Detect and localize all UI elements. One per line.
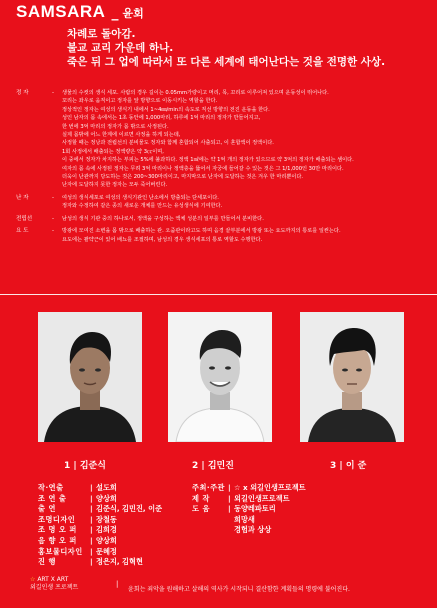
credit-role: 작·연출 <box>38 483 64 492</box>
intro-line: 불교 교리 가운데 하나. <box>67 42 174 54</box>
definition-line: 방광에 모여진 소변을 몸 밖으로 배출하는 관. 오줌관이라고도 하며 음경 끝부분에서 방광 또는 요도까지의 통로를 일컫는다. <box>62 228 341 235</box>
definition-body <box>62 227 426 244</box>
definition-ovum <box>16 194 426 211</box>
footer-brand-en: ART X ART <box>37 576 69 583</box>
credit-separator: | <box>90 514 93 524</box>
credit-row <box>38 483 162 494</box>
definition-separator: - <box>52 194 55 201</box>
cast-name: 김민진 <box>207 461 234 471</box>
star-icon: ☆ <box>30 576 36 583</box>
definition-urethra <box>16 227 426 244</box>
credit-role: 제 작 <box>192 493 210 503</box>
credit-row <box>38 525 162 536</box>
definition-line: 한 번에 3억 마리의 정자가 몸 밖으로 사정된다. <box>62 123 169 130</box>
definition-term: 난 자 <box>16 194 29 201</box>
credit-role: 주최·주관 <box>192 483 226 492</box>
credit-row <box>192 504 306 515</box>
definition-term: 정 자 <box>16 90 29 96</box>
portrait-image <box>38 312 142 442</box>
credit-role: 음 향 오 퍼 <box>38 535 77 545</box>
credit-row <box>192 483 306 494</box>
credit-name: 외길인생프로젝트 <box>234 493 290 503</box>
credits-left <box>38 483 162 568</box>
cast-number: 2 <box>192 461 199 471</box>
credit-role <box>192 515 228 526</box>
cast-number: 3 <box>330 461 337 471</box>
footer-logo <box>30 576 78 592</box>
credit-name: 장철동 <box>96 514 117 524</box>
credit-row <box>38 536 162 547</box>
credit-name: 정은지, 김혁현 <box>96 557 143 567</box>
credit-separator: | <box>90 525 93 535</box>
definition-line: 정상적인 정자는 여성의 생식기 내에서 1~4㎜/min의 속도로 직선 방향의 전진 운동을 한다. <box>62 106 270 113</box>
credit-separator: | <box>228 504 231 514</box>
footer-separator: | <box>116 580 119 588</box>
definition-line: 사정할 때는 정낭과 전립선의 분비물도 정자와 함께 혼합되어 사출되고, 이 혼합액이 정액이다. <box>62 140 274 147</box>
credit-role: 조 명 오 퍼 <box>38 525 77 535</box>
credit-row <box>192 515 306 526</box>
definition-line: 실제 몸밖에 어느 한계에 이르면 사정을 하게 되는데, <box>62 132 181 139</box>
credit-name: 김희경 <box>96 525 117 535</box>
title-dash: _ <box>111 5 119 21</box>
credit-separator: | <box>90 493 93 503</box>
credit-row <box>38 494 162 505</box>
title-korean: 윤회 <box>122 7 144 20</box>
credit-row <box>38 547 162 558</box>
definition-line: 생물의 수컷의 생식 세포. 사람의 경우 길이는 0.05mm가량이고 머리, 목, 꼬리로 이루어져 있으며 운동성이 뛰어나다. <box>62 90 329 96</box>
definition-body <box>62 89 426 190</box>
cast-photo-3 <box>300 312 404 442</box>
credit-separator: | <box>228 493 231 503</box>
credit-role: 출 연 <box>38 504 56 514</box>
definition-separator: - <box>52 215 55 222</box>
credit-role: 홍보물디자인 <box>38 546 83 556</box>
intro-line: 차례로 돌아감. <box>67 28 136 40</box>
cast-separator: | <box>201 461 205 471</box>
definition-sperm <box>16 89 426 190</box>
definition-prostate <box>16 215 426 223</box>
poster-title: SAMSARA <box>16 2 106 21</box>
definition-line: 이 중에서 정자가 차지하는 부피는 5%에 불과하다. 정액 1㎖에는 약 1억 개의 정자가 있으므로 약 3억의 정자가 배출되는 셈이다. <box>62 157 354 164</box>
definition-line: 요도에는 괄약근이 있어 배뇨를 조절하며, 남성의 경우 생식세포의 통로 역할도 수행한다. <box>62 236 263 243</box>
credit-row <box>38 515 162 526</box>
credit-role: 조명디자인 <box>38 514 76 524</box>
intro-text <box>67 27 427 69</box>
portrait-image <box>300 312 404 442</box>
footer-brand-ko: 외길인생 프로젝트 <box>30 584 79 591</box>
definition-body <box>62 215 426 223</box>
credit-row <box>38 504 162 515</box>
cast-separator: | <box>339 461 343 471</box>
credit-role: 조 연 출 <box>38 493 67 503</box>
definition-line: 남성의 생식 기관 중의 하나로서, 정액을 구성하는 액체 성분의 일부를 만들어서 분비한다. <box>62 215 264 222</box>
credit-separator: | <box>90 557 93 567</box>
credit-name: 설도희 <box>96 483 117 492</box>
cast-label-1 <box>64 458 106 471</box>
cast-label-2 <box>192 458 234 471</box>
credit-row <box>38 557 162 568</box>
definition-line: 정자와 수정하여 같은 종의 새로운 개체를 만드는 유성생식에 기여한다. <box>62 203 223 210</box>
credit-separator: | <box>90 504 93 514</box>
definition-term: 요 도 <box>16 228 29 235</box>
definition-separator: - <box>52 228 55 235</box>
cast-photo-1 <box>38 312 142 442</box>
cast-number: 1 <box>64 461 71 471</box>
definition-line: 꼬리는 좌우로 움직이고 정자를 앞 방향으로 이동시키는 역할을 한다. <box>62 98 218 105</box>
cast-photo-2 <box>168 312 272 442</box>
intro-line: 죽은 뒤 그 업에 따라서 또 다른 세계에 태어난다는 것을 전명한 사상. <box>67 56 386 68</box>
cast-name: 김준식 <box>79 461 106 471</box>
credit-name: 김준식, 김민진, 이준 <box>96 504 163 514</box>
definition-body <box>62 194 426 211</box>
definition-line: 1회 사정에서 배출되는 정액량은 약 3㏄이며, <box>62 148 164 155</box>
cast-separator: | <box>73 461 77 471</box>
credit-role <box>192 525 228 536</box>
definition-line: 난자에 도달하지 못한 정자는 모두 죽어버린다. <box>62 182 168 189</box>
credit-separator: | <box>90 535 93 545</box>
definition-separator: - <box>52 90 55 96</box>
credit-separator: | <box>90 546 93 556</box>
footer-brand-line <box>30 576 78 584</box>
credit-name: 경험과 상상 <box>234 525 272 535</box>
credits-right <box>192 483 306 536</box>
credit-role: 진 행 <box>38 557 56 567</box>
title-row <box>16 2 144 22</box>
credit-name: 양상희 <box>96 535 117 545</box>
definition-line: 여자의 몸 속에 사정된 정자는 무려 3억 마리이나 정액층을 뚫어서 자궁에 들어갈 수 있는 것은 그 1/1,000인 30만 마리이다. <box>62 165 344 172</box>
cast-name: 이 준 <box>345 461 367 471</box>
credit-separator: | <box>90 483 93 492</box>
credit-name: ☆ x 외길인생프로젝트 <box>234 483 306 492</box>
footer-tagline: 윤회는 죄악을 원해하고 살해의 역사가 시작되니 결산함한 계획들의 명령에 불어진다. <box>128 586 350 593</box>
definition-line: 여성의 생식세포로 여성의 생식기관인 난소에서 방출되는 단세포이다. <box>62 194 219 201</box>
credit-row <box>192 494 306 505</box>
credit-name: 희망새 <box>234 514 255 524</box>
credit-row <box>192 525 306 536</box>
credit-name: 양상희 <box>96 493 117 503</box>
credit-separator: | <box>228 483 231 492</box>
definition-term: 전립선 <box>16 215 33 222</box>
definitions <box>16 89 426 248</box>
definition-line: 더욱이 난관까지 당도하는 것은 200~300마리이고, 마지막으로 난자에 도달하는 것은 겨우 한 마리뿐이다. <box>62 174 304 181</box>
credit-role: 도 움 <box>192 504 210 514</box>
credit-name: 동양레파토리 <box>234 504 276 514</box>
portrait-image <box>168 312 272 442</box>
cast-label-3 <box>330 458 366 471</box>
definition-line: 성인 남자의 몸 속에서는 1초 동안에 1,000마리, 하루에 1억 마리의 정자가 만들어지고, <box>62 115 261 122</box>
section-divider <box>0 294 437 295</box>
credit-name: 문혜정 <box>96 546 117 556</box>
